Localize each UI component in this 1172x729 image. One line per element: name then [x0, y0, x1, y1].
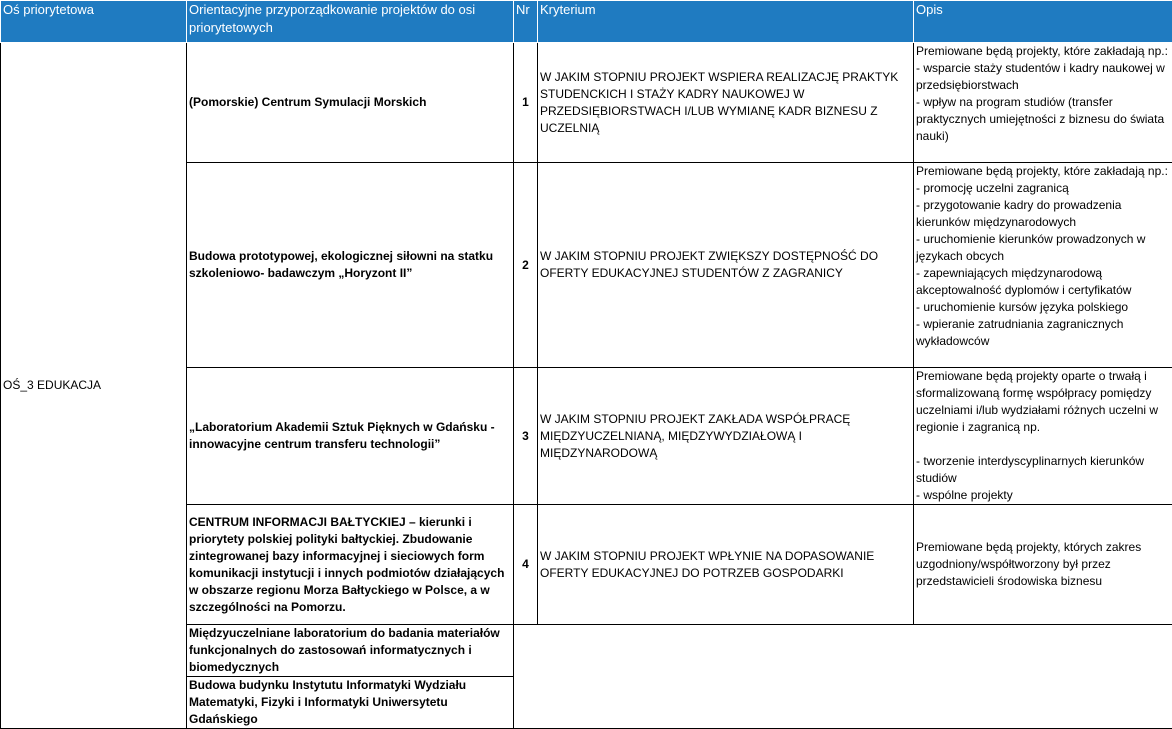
description-line: - zapewniających międzynarodową akceptowalność dyplomów i certyfikatów [916, 265, 1170, 299]
header-criterion: Kryterium [538, 1, 914, 43]
description-line: - tworzenie interdyscyplinarnych kierunków studiów [916, 453, 1170, 487]
project-cell: (Pomorskie) Centrum Symulacji Morskich [187, 43, 514, 163]
description-line: - uruchomienie kursów języka polskiego [916, 299, 1170, 316]
criterion-cell: W JAKIM STOPNIU PROJEKT WSPIERA REALIZACJĘ PRAKTYK STUDENCKICH I STAŻY KADRY NAUKOWEJ W PRZEDSIĘBIORSTWACH I/LUB WYMIANĘ KADR BIZNESU Z UCZELNIĄ [538, 43, 914, 163]
header-axis: Oś priorytetowa [1, 1, 187, 43]
description-line: - wsparcie staży studentów i kadry naukowej w przedsiębiorstwach [916, 60, 1170, 94]
description-line: - wpieranie zatrudniania zagranicznych wykładowców [916, 316, 1170, 350]
description-line: - uruchomienie kierunków prowadzonych w językach obcych [916, 231, 1170, 265]
description-line: Premiowane będą projekty, które zakładają np.: [916, 43, 1170, 60]
description-spacer [916, 436, 1170, 453]
project-cell: Budowa prototypowej, ekologicznej siłowni na statku szkoleniowo- badawczym „Horyzont II” [187, 163, 514, 368]
description-cell [914, 368, 1172, 505]
description-line: - przygotowanie kadry do prowadzenia kierunków międzynarodowych [916, 197, 1170, 231]
empty-cell [514, 625, 1172, 729]
header-projects: Orientacyjne przyporządkowanie projektów do osi priorytetowych [187, 1, 514, 43]
header-description: Opis [914, 1, 1172, 43]
description-line: - wpływ na program studiów (transfer praktycznych umiejętności z biznesu do świata nauki) [916, 94, 1170, 145]
description-line: - promocję uczelni zagranicą [916, 180, 1170, 197]
description-cell [914, 43, 1172, 163]
description-line: - wspólne projekty [916, 487, 1170, 504]
nr-cell: 3 [514, 368, 538, 505]
description-line: Premiowane będą projekty, które zakładają np.: [916, 163, 1170, 180]
project-cell: Budowa budynku Instytutu Informatyki Wydziału Matematyki, Fizyki i Informatyki Uniwersytetu Gdańskiego [187, 677, 514, 729]
nr-cell: 2 [514, 163, 538, 368]
project-cell: Międzyuczelniane laboratorium do badania materiałów funkcjonalnych do zastosowań informatycznych i biomedycznych [187, 625, 514, 677]
criterion-cell: W JAKIM STOPNIU PROJEKT WPŁYNIE NA DOPASOWANIE OFERTY EDUKACYJNEJ DO POTRZEB GOSPODARKI [538, 505, 914, 625]
project-cell: „Laboratorium Akademii Sztuk Pięknych w Gdańsku - innowacyjne centrum transferu technologii” [187, 368, 514, 505]
description-line: Premiowane będą projekty, których zakres uzgodniony/współtworzony był przez przedstawicieli środowiska biznesu [916, 539, 1170, 590]
description-cell [914, 505, 1172, 625]
table-row [1, 43, 1172, 163]
criterion-cell: W JAKIM STOPNIU PROJEKT ZWIĘKSZY DOSTĘPNOŚĆ DO OFERTY EDUKACYJNEJ STUDENTÓW Z ZAGRANICY [538, 163, 914, 368]
header-nr: Nr [514, 1, 538, 43]
criterion-cell: W JAKIM STOPNIU PROJEKT ZAKŁADA WSPÓŁPRACĘ MIĘDZYUCZELNIANĄ, MIĘDZYWYDZIAŁOWĄ I MIĘDZYNARODOWĄ [538, 368, 914, 505]
nr-cell: 4 [514, 505, 538, 625]
nr-cell: 1 [514, 43, 538, 163]
description-line: Premiowane będą projekty oparte o trwałą i sformalizowaną formę współpracy pomiędzy uczelniami i/lub wydziałami różnych uczelni w regionie i zagranicą np. [916, 368, 1170, 436]
project-cell: CENTRUM INFORMACJI BAŁTYCKIEJ – kierunki i priorytety polskiej polityki bałtyckiej. Zbudowanie zintegrowanej bazy informacyjnej i sieciowych form komunikacji instytucji i innych podmiotów działających w obszarze regionu Morza Bałtyckiego w Polsce, a w szczególności na Pomorzu. [187, 505, 514, 625]
description-cell [914, 163, 1172, 368]
header-row [1, 1, 1172, 43]
axis-cell: OŚ_3 EDUKACJA [1, 43, 187, 729]
